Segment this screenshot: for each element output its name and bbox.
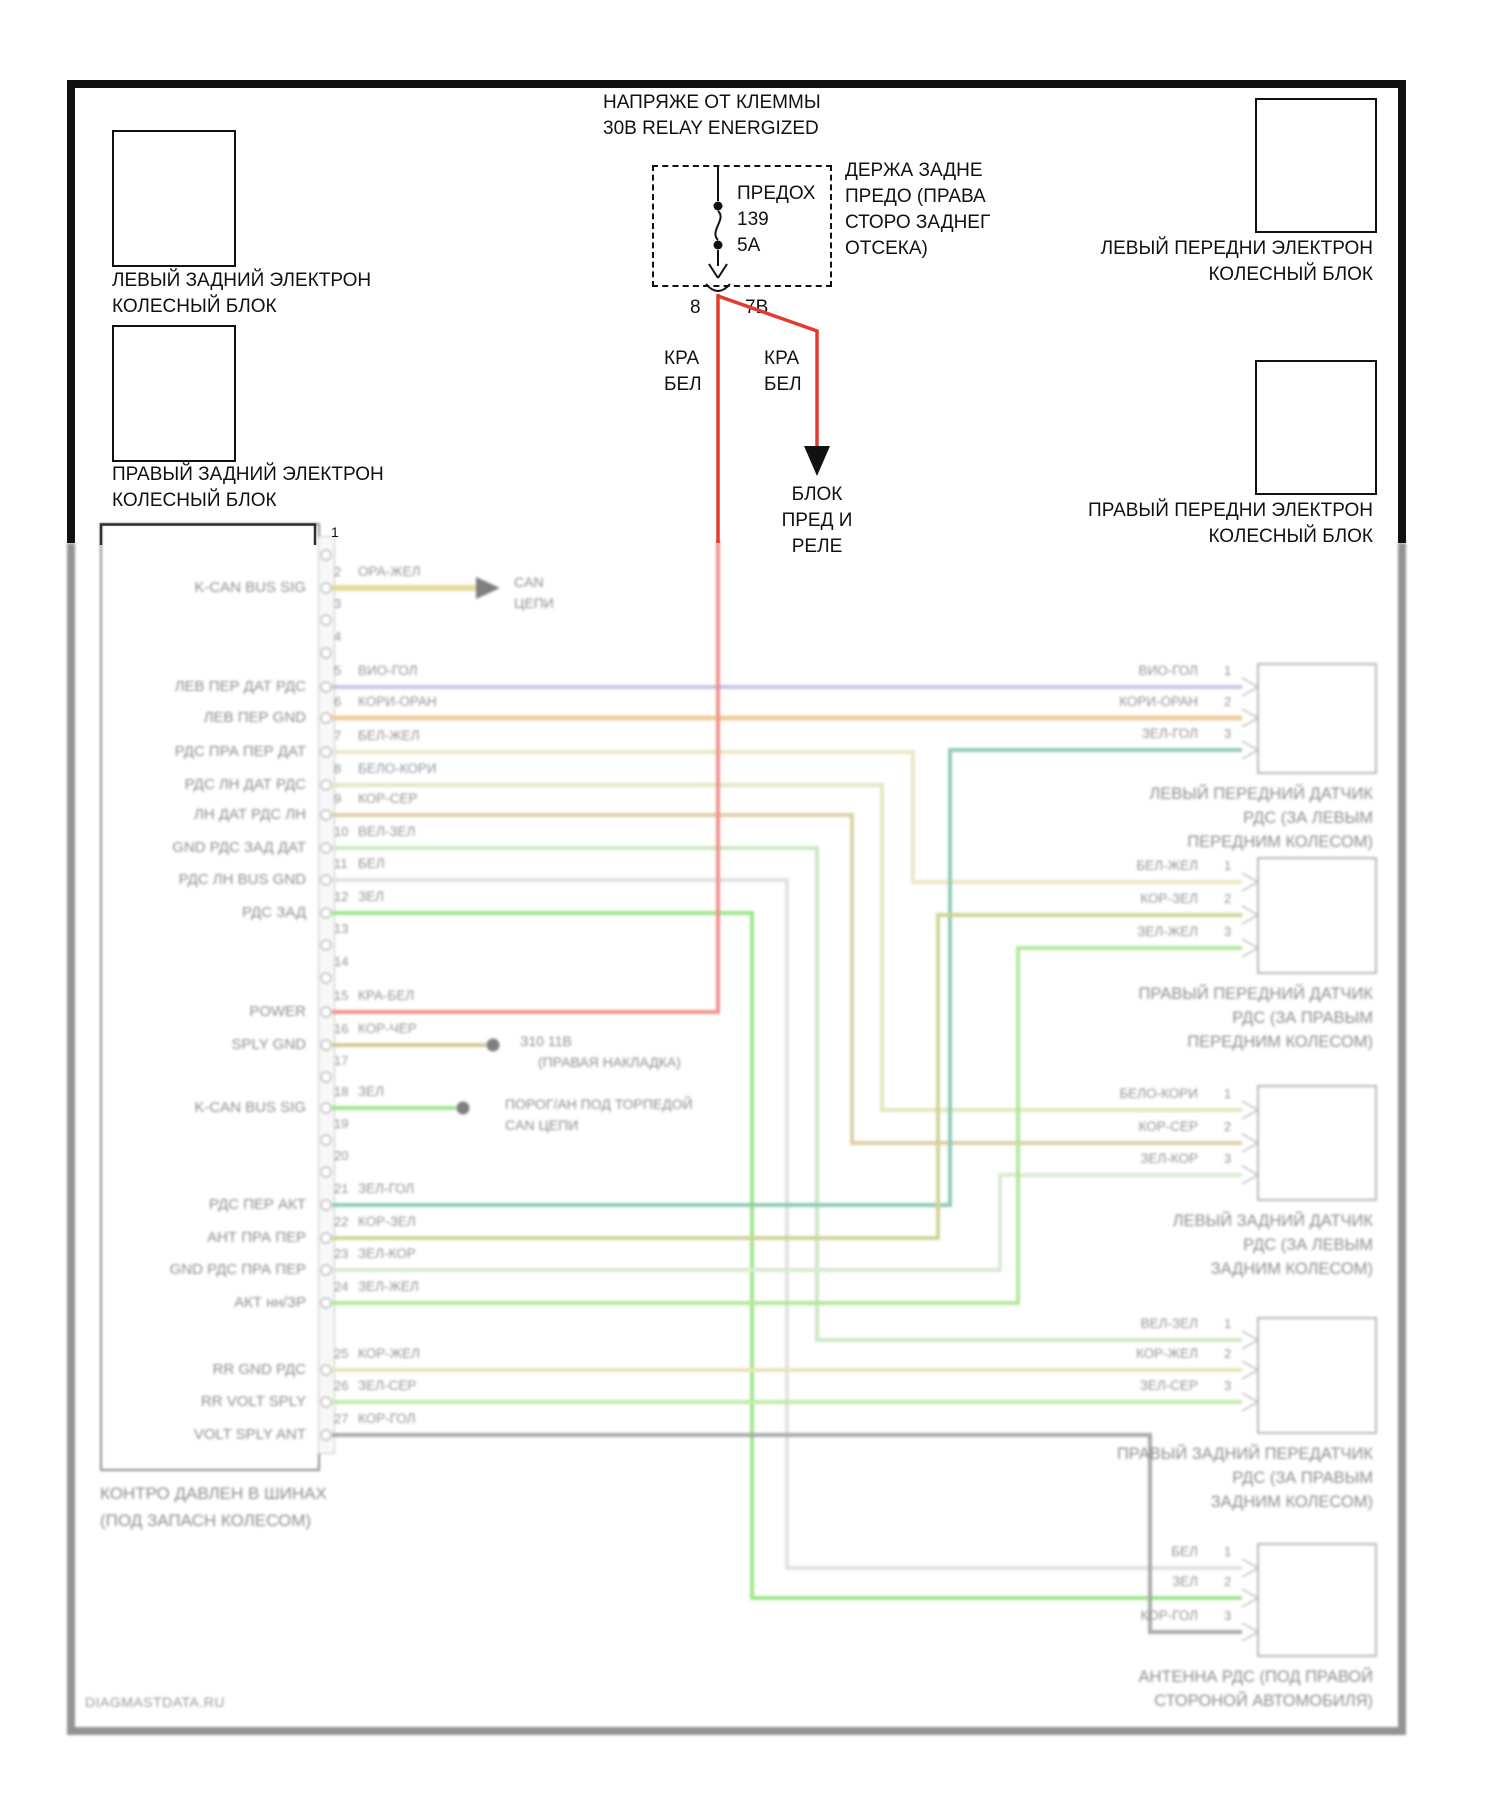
unit-label-line: КОЛЕСНЫЙ БЛОК <box>112 296 277 317</box>
module-caption-line: КОНТРО ДАВЛЕН В ШИНАХ <box>100 1484 327 1503</box>
module-pin-number: 4 <box>334 629 342 644</box>
sensor-caption-line: РДС (ЗА ПРАВЫМ <box>1232 1469 1373 1487</box>
sensor-caption-line: РДС (ЗА ЛЕВЫМ <box>1243 809 1373 827</box>
module-signal-label: АКТ нн/ЗР <box>234 1294 306 1311</box>
sensor-caption-line: ПЕРЕДНИМ КОЛЕСОМ) <box>1187 833 1373 851</box>
unit-label-line: ПРАВЫЙ ПЕРЕДНИ ЭЛЕКТРОН <box>1088 500 1373 521</box>
module-pin-number: 5 <box>334 663 342 678</box>
unit-label-line: КОЛЕСНЫЙ БЛОК <box>1208 264 1373 285</box>
unit-label-line: ЛЕВЫЙ ПЕРЕДНИ ЭЛЕКТРОН <box>1100 238 1373 259</box>
module-signal-label: РДС ПЕР АКТ <box>208 1196 306 1213</box>
rdc-antenna-pin-label: БЕЛ <box>1171 1544 1198 1559</box>
rear-right-rdc-sensor-pin-number: 1 <box>1224 1316 1232 1331</box>
sensor-caption-line: РДС (ЗА ЛЕВЫМ <box>1243 1236 1373 1254</box>
module-signal-label: РДС ПРА ПЕР ДАТ <box>174 743 306 760</box>
front-left-rdc-sensor-pin-number: 3 <box>1224 726 1232 741</box>
module-signal-label: РДС ЗАД <box>242 904 306 921</box>
rear-left-rdc-sensor-pin-number: 2 <box>1224 1119 1232 1134</box>
module-pin-number: 21 <box>334 1181 349 1196</box>
rdc-antenna-pin-label: КОР-ГОЛ <box>1140 1608 1198 1623</box>
can-circuit-note-line: CAN <box>514 574 544 590</box>
fuse-pin-left: 8 <box>690 297 701 318</box>
module-wire-color-label: БЕЛ-ЖЕЛ <box>358 728 420 743</box>
module-signal-label: ЛЕВ ПЕР ДАТ РДС <box>174 678 306 695</box>
rear-right-rdc-sensor-pin-label: КОР-ЖЕЛ <box>1135 1346 1198 1361</box>
module-wire-color-label: КОР-ЖЕЛ <box>358 1346 421 1361</box>
sensor-caption-line: ПЕРЕДНИМ КОЛЕСОМ) <box>1187 1033 1373 1051</box>
module-pin-number: 18 <box>334 1084 349 1099</box>
destination-line: БЛОК <box>791 484 843 505</box>
wire-color-line: БЕЛ <box>664 374 702 395</box>
module-wire-color-label: КРА-БЕЛ <box>358 988 415 1003</box>
destination-line: РЕЛЕ <box>791 536 843 557</box>
module-pin-number: 2 <box>334 564 342 579</box>
module-signal-label: RR VOLT SPLY <box>200 1393 306 1410</box>
module-wire-color-label: ЗЕЛ-СЕР <box>358 1378 417 1393</box>
module-pin-number: 17 <box>334 1053 349 1068</box>
wire-color-line: БЕЛ <box>764 374 802 395</box>
module-pin-number: 19 <box>334 1116 349 1131</box>
module-signal-label: GND РДС ПРА ПЕР <box>169 1261 306 1278</box>
module-signal-label: РДС ЛН BUS GND <box>178 871 306 888</box>
module-wire-color-label: ОРА-ЖЕЛ <box>358 564 421 579</box>
rdc-antenna-pin-number: 1 <box>1224 1544 1232 1559</box>
front-left-rdc-sensor-pin-label: ВИО-ГОЛ <box>1138 663 1198 678</box>
destination-line: ПРЕД И <box>781 510 853 531</box>
module-wire-color-label: КОР-ГОЛ <box>358 1411 416 1426</box>
module-pin-number: 6 <box>334 694 342 709</box>
rear-right-rdc-sensor-pin-label: ВЕЛ-ЗЕЛ <box>1140 1316 1198 1331</box>
module-signal-label: K-CAN BUS SIG <box>194 1099 306 1116</box>
module-pin-number: 27 <box>334 1411 349 1426</box>
sensor-caption-line: ЛЕВЫЙ ЗАДНИЙ ДАТЧИК <box>1172 1212 1373 1230</box>
watermark: DIAGMASTDATA.RU <box>85 1694 225 1710</box>
module-signal-label: GND РДС ЗАД ДАТ <box>172 839 306 856</box>
module-wire-color-label: КОР-ЗЕЛ <box>358 1214 416 1229</box>
rdc-antenna-pin-label: ЗЕЛ <box>1171 1574 1198 1589</box>
module-pin-number: 14 <box>334 954 349 969</box>
module-pin-number: 25 <box>334 1346 349 1361</box>
module-wire-color-label: БЕЛ <box>358 856 385 871</box>
module-wire-color-label: КОР-СЕР <box>358 791 418 806</box>
front-left-rdc-sensor-pin-number: 2 <box>1224 694 1232 709</box>
block-arrowhead <box>804 446 830 476</box>
front-right-rdc-sensor-pin-label: БЕЛ-ЖЕЛ <box>1136 858 1198 873</box>
module-signal-label: VOLT SPLY ANT <box>193 1426 306 1443</box>
splice-note-1-line: (ПРАВАЯ НАКЛАДКА) <box>538 1054 681 1070</box>
front-right-rdc-sensor-pin-number: 1 <box>1224 858 1232 873</box>
front-right-rdc-sensor-pin-number: 3 <box>1224 924 1232 939</box>
fuse-holder-note-line: ДЕРЖА ЗАДНЕ <box>845 160 983 181</box>
module-wire-color-label: КОР-ЧЕР <box>358 1021 417 1036</box>
module-pin-number: 12 <box>334 889 349 904</box>
rear-left-rdc-sensor-pin-number: 1 <box>1224 1086 1232 1101</box>
rear-right-rdc-sensor-pin-number: 2 <box>1224 1346 1232 1361</box>
rdc-antenna-pin-number: 3 <box>1224 1608 1232 1623</box>
fuse-label-line: ПРЕДОХ <box>737 183 816 204</box>
fuse-holder-note-line: СТОРО ЗАДНЕГ <box>845 212 991 233</box>
fuse-label-line: 139 <box>737 209 769 230</box>
sensor-caption-line: ПРАВЫЙ ПЕРЕДНИЙ ДАТЧИК <box>1138 985 1373 1003</box>
front-left-rdc-sensor-pin-label: ЗЕЛ-ГОЛ <box>1141 726 1198 741</box>
fuse-label-line: 5А <box>737 235 761 256</box>
front-right-rdc-sensor-pin-label: ЗЕЛ-ЖЕЛ <box>1137 924 1198 939</box>
module-pin-number: 24 <box>334 1279 349 1294</box>
front-left-rdc-sensor-pin-label: КОРИ-ОРАН <box>1119 694 1198 709</box>
module-wire-color-label: ВИО-ГОЛ <box>358 663 418 678</box>
module-wire-color-label: ЗЕЛ <box>358 889 385 904</box>
unit-label-line: ПРАВЫЙ ЗАДНИЙ ЭЛЕКТРОН <box>112 464 384 485</box>
module-pin-number: 13 <box>334 921 349 936</box>
rear-left-rdc-sensor-pin-number: 3 <box>1224 1151 1232 1166</box>
module-pin-number: 9 <box>334 791 342 806</box>
rear-left-rdc-sensor-pin-label: КОР-СЕР <box>1138 1119 1198 1134</box>
can-circuit-note-line: ЦЕПИ <box>514 595 554 611</box>
fuse-terminal-dot <box>714 202 723 211</box>
rdc-antenna-pin-number: 2 <box>1224 1574 1232 1589</box>
module-pin-number: 22 <box>334 1214 349 1229</box>
fuse-holder-note-line: ОТСЕКА) <box>845 238 928 259</box>
sensor-caption-line: ЗАДНИМ КОЛЕСОМ) <box>1210 1493 1373 1511</box>
fuse-pin-right: 7В <box>745 297 769 318</box>
module-signal-label: K-CAN BUS SIG <box>194 579 306 596</box>
module-wire-color-label: ЗЕЛ-КОР <box>358 1246 416 1261</box>
module-pin-number: 10 <box>334 824 349 839</box>
module-pin-number: 11 <box>334 856 348 871</box>
splice-note-2-line: CAN ЦЕПИ <box>505 1117 579 1133</box>
module-signal-label: POWER <box>249 1003 306 1020</box>
unit-label-line: КОЛЕСНЫЙ БЛОК <box>112 490 277 511</box>
red-wire-pin7b <box>718 296 817 448</box>
front-left-rdc-sensor-pin-number: 1 <box>1224 663 1232 678</box>
module-box-crisp-cap <box>101 525 315 546</box>
wire-color-line: КРА <box>764 348 800 369</box>
rear-left-rdc-sensor-pin-label: ЗЕЛ-КОР <box>1140 1151 1198 1166</box>
fuse-holder-note-line: ПРЕДО (ПРАВА <box>845 186 986 207</box>
rear-right-rdc-sensor-pin-number: 3 <box>1224 1378 1232 1393</box>
fuse-element-curve <box>715 211 720 240</box>
unit-label-line: КОЛЕСНЫЙ БЛОК <box>1208 526 1373 547</box>
module-pin-number: 8 <box>334 761 342 776</box>
module-wire-color-label: ВЕЛ-ЗЕЛ <box>358 824 416 839</box>
module-wire-color-label: ЗЕЛ-ЖЕЛ <box>358 1279 419 1294</box>
module-signal-label: ЛН ДАТ РДС ЛН <box>193 806 306 823</box>
module-pin-number: 7 <box>334 728 342 743</box>
module-pin-number: 3 <box>334 596 342 611</box>
splice-note-1-line: З10 11В <box>520 1033 572 1049</box>
unit-label-line: ЛЕВЫЙ ЗАДНИЙ ЭЛЕКТРОН <box>112 270 372 291</box>
module-pin-number: 16 <box>334 1021 349 1036</box>
sensor-caption-line: АНТЕННА РДС (ПОД ПРАВОЙ <box>1138 1668 1373 1686</box>
fuse-terminal-dot <box>714 241 723 250</box>
module-pin-number: 23 <box>334 1246 349 1261</box>
sensor-caption-line: ЗАДНИМ КОЛЕСОМ) <box>1210 1260 1373 1278</box>
module-wire-color-label: БЕЛО-КОРИ <box>358 761 437 776</box>
module-signal-label: АНТ ПРА ПЕР <box>207 1229 306 1246</box>
module-wire-color-label: ЗЕЛ-ГОЛ <box>358 1181 415 1196</box>
module-signal-label: SPLY GND <box>231 1036 306 1053</box>
sensor-caption-line: ПРАВЫЙ ЗАДНИЙ ПЕРЕДАТЧИК <box>1116 1445 1373 1463</box>
rear-left-rdc-sensor-pin-label: БЕЛО-КОРИ <box>1119 1086 1198 1101</box>
module-pin-number: 15 <box>334 988 349 1003</box>
wire-color-line: КРА <box>664 348 700 369</box>
module-signal-label: ЛЕВ ПЕР GND <box>203 709 306 726</box>
module-caption-line: (ПОД ЗАПАСН КОЛЕСОМ) <box>100 1511 312 1530</box>
sensor-caption-line: РДС (ЗА ПРАВЫМ <box>1232 1009 1373 1027</box>
splice-note-2-line: ПОРОГ/АН ПОД ТОРПЕДОЙ <box>505 1096 693 1112</box>
front-right-rdc-sensor-pin-label: КОР-ЗЕЛ <box>1140 891 1198 906</box>
module-signal-label: РДС ЛН ДАТ РДС <box>184 776 306 793</box>
front-right-rdc-sensor-pin-number: 2 <box>1224 891 1232 906</box>
module-wire-color-label: КОРИ-ОРАН <box>358 694 437 709</box>
sensor-caption-line: ЛЕВЫЙ ПЕРЕДНИЙ ДАТЧИК <box>1149 785 1373 803</box>
fuse-arrowhead <box>709 264 727 278</box>
power-source-title-line: НАПРЯЖЕ ОТ КЛЕММЫ <box>603 92 821 113</box>
sensor-caption-line: СТОРОНОЙ АВТОМОБИЛЯ) <box>1154 1692 1373 1710</box>
power-source-title-line: 30В RELAY ENERGIZED <box>603 118 819 139</box>
rear-right-rdc-sensor-pin-label: ЗЕЛ-СЕР <box>1139 1378 1198 1393</box>
connector-socket-arc <box>706 284 730 291</box>
module-pin-number: 20 <box>334 1148 349 1163</box>
module-pin-number: 26 <box>334 1378 349 1393</box>
module-wire-color-label: ЗЕЛ <box>358 1084 385 1099</box>
module-signal-label: RR GND РДС <box>212 1361 306 1378</box>
module-pin-1-number: 1 <box>331 524 339 540</box>
